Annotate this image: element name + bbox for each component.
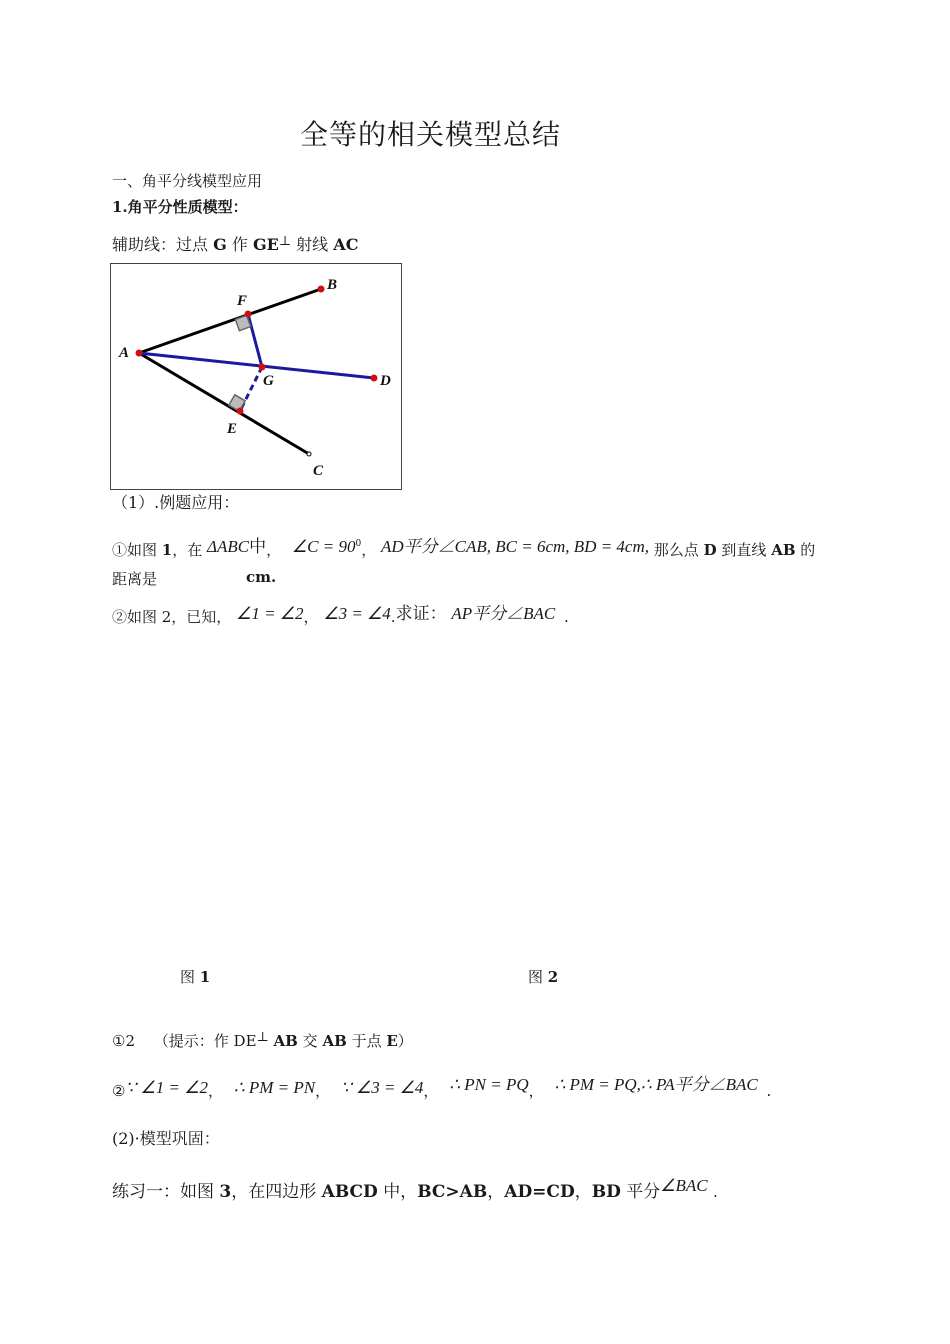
- aux-suffix: 射线: [296, 235, 329, 254]
- ans2-num: ②: [112, 1082, 126, 1100]
- perp-symbol: ⊥: [278, 234, 292, 249]
- ans1-perp: ⊥: [256, 1030, 269, 1045]
- figure-1-number: 1: [199, 968, 211, 986]
- ans1-close: ）: [397, 1032, 413, 1050]
- ans2-comma-2: ，: [315, 1082, 331, 1100]
- q1-ask-3: 的: [800, 541, 816, 559]
- ans2-comma-3: ，: [423, 1082, 439, 1100]
- q1-line-ab: AB: [771, 541, 796, 559]
- q1-degree: 0: [355, 539, 362, 549]
- q2-angles-12: ∠1 = ∠2: [236, 604, 304, 623]
- ex1-abcd: ABCD: [321, 1182, 378, 1202]
- ans2-step-1: ∵ ∠1 = ∠2: [125, 1078, 208, 1097]
- ans1-hint-1: （提示：作 DE: [153, 1032, 257, 1050]
- ex1-text-5: 平分: [626, 1182, 661, 1202]
- point-d: [371, 375, 378, 382]
- ans1-point-e: E: [386, 1032, 398, 1050]
- ex1-cond-2: AD=CD: [504, 1182, 575, 1202]
- ans2-step-3: ∵ ∠3 = ∠4: [340, 1078, 424, 1097]
- q1-ask-2: 到直线: [721, 541, 767, 559]
- answer-2: [112, 1076, 771, 1101]
- subsection-2-heading: (2)·模型巩固：: [112, 1129, 220, 1148]
- ans1-hint-3: 于点: [351, 1032, 382, 1050]
- question-1: [112, 535, 815, 560]
- ray-ab: [139, 289, 321, 353]
- figure-1-label: 图: [180, 968, 196, 986]
- label-a: A: [119, 345, 130, 361]
- ex1-text-3: ，: [487, 1182, 505, 1202]
- ans2-step-4: ∴ PN = PQ: [449, 1075, 529, 1094]
- aux-prefix: 辅助线：过点: [112, 235, 209, 254]
- q2-angles-34: ∠3 = ∠4: [323, 604, 391, 623]
- exercise-1: [112, 1177, 718, 1202]
- ex1-text-1: ，在四边形: [231, 1182, 317, 1202]
- ans2-end: .: [766, 1082, 772, 1100]
- label-g: G: [263, 373, 274, 389]
- q2-comma: ，: [303, 608, 319, 626]
- question-1-line-2: 距离是: [112, 570, 158, 588]
- ans2-step-5: ∴ PM = PQ,∴ PA平分∠BAC: [554, 1075, 758, 1094]
- label-f: F: [237, 293, 248, 309]
- aux-point-g: G: [213, 235, 227, 254]
- ex1-text-4: ，: [574, 1182, 592, 1202]
- question-2: [112, 602, 569, 627]
- ex1-angle: ∠BAC: [660, 1176, 708, 1195]
- figure-2-caption: [528, 966, 558, 987]
- q1-in: ，在: [172, 541, 203, 559]
- ex1-fig-number: 3: [219, 1182, 232, 1202]
- q2-num: ②如图 2，已知，: [112, 608, 232, 626]
- aux-segment-ge: GE: [252, 235, 279, 254]
- ans1-ab-1: AB: [273, 1032, 298, 1050]
- ex1-lead: 练习一：如图: [112, 1182, 214, 1202]
- figure-2-number: 2: [547, 968, 559, 986]
- q1-ask-1: 那么点: [653, 541, 699, 559]
- ex1-end: .: [713, 1183, 718, 1201]
- q1-comma: ，: [266, 541, 282, 559]
- figure-1-caption: [180, 966, 210, 987]
- point-c: [307, 452, 311, 456]
- q1-point-d: D: [703, 541, 717, 559]
- page-title: 全等的相关模型总结: [300, 118, 562, 151]
- figure-svg: [111, 264, 401, 489]
- question-1-unit: cm.: [246, 568, 277, 586]
- q2-dot: .: [390, 608, 396, 626]
- q2-goal: AP平分∠BAC: [451, 604, 556, 623]
- q2-end: .: [564, 608, 569, 626]
- figure-2-label: 图: [528, 968, 544, 986]
- ex1-bd: BD: [591, 1182, 621, 1202]
- q1-num: ①如图: [112, 541, 158, 559]
- ex1-text-2: 中，: [383, 1182, 418, 1202]
- ans2-comma-4: ，: [528, 1082, 544, 1100]
- segment-gf: [248, 314, 262, 367]
- label-b: B: [327, 277, 338, 293]
- q1-zhong: 中: [249, 537, 267, 557]
- ans2-step-2: ∴ PM = PN: [233, 1078, 316, 1097]
- label-e: E: [227, 421, 238, 437]
- q1-conditions: AD平分∠CAB, BC = 6cm, BD = 4cm,: [381, 537, 650, 556]
- aux-ray-ac: AC: [333, 235, 359, 254]
- point-f: [245, 311, 252, 318]
- q1-fig: 1: [161, 541, 173, 559]
- label-d: D: [380, 373, 391, 389]
- answer-1: [112, 1030, 413, 1051]
- ans1-ab-2: AB: [322, 1032, 347, 1050]
- ex1-cond-1: BC>AB: [417, 1182, 488, 1202]
- point-e: [237, 408, 244, 415]
- angle-bisector-figure: [110, 263, 402, 490]
- subsection-heading: 1.角平分性质模型：: [112, 198, 248, 216]
- q2-prove: 求证：: [395, 604, 447, 624]
- ans2-comma-1: ，: [207, 1082, 223, 1100]
- point-b: [318, 286, 325, 293]
- section-heading: 一、角平分线模型应用: [112, 172, 263, 190]
- label-c: C: [313, 463, 324, 479]
- q1-angle-c: ∠C = 90: [291, 537, 356, 556]
- auxiliary-line-text: [112, 232, 358, 255]
- point-g: [259, 364, 266, 371]
- point-a: [136, 350, 143, 357]
- q1-comma-2: ，: [361, 541, 377, 559]
- q1-triangle: ΔABC: [207, 537, 250, 556]
- ans1-hint-2: 交: [302, 1032, 318, 1050]
- example-heading: （1）.例题应用：: [112, 493, 240, 512]
- ans1-num: ①2: [112, 1032, 135, 1050]
- aux-mid: 作: [231, 235, 248, 254]
